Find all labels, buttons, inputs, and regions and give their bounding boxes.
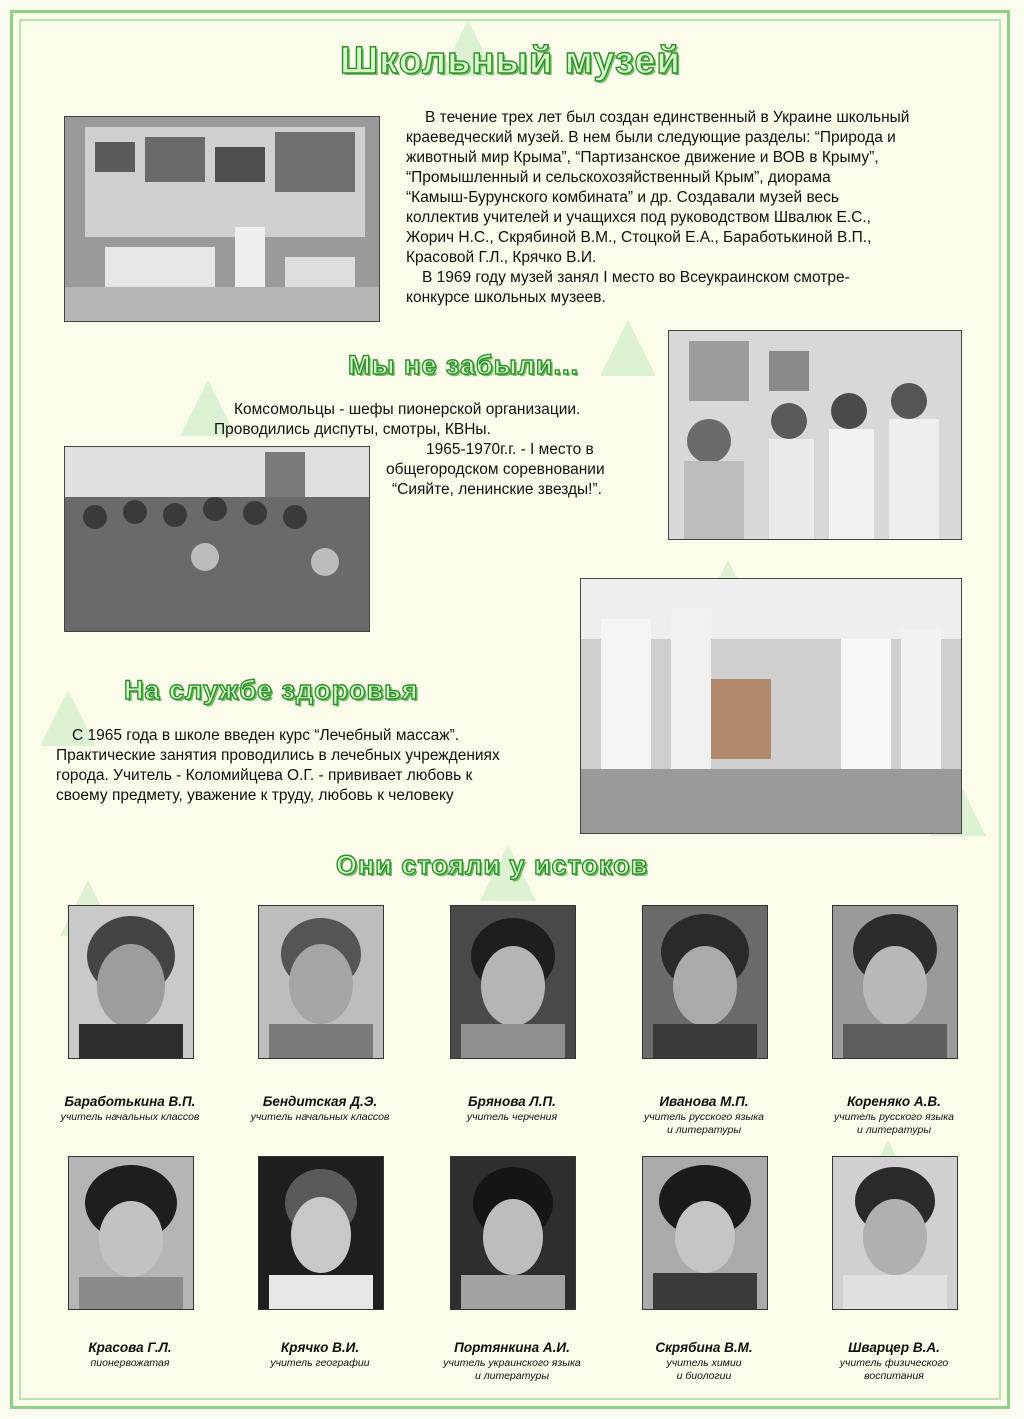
museum-line: краеведческий музей. В нем были следующие разделы: “Природа и — [406, 129, 896, 146]
museum-line: животный мир Крыма”, “Партизанское движение и ВОВ в Крыму”, — [406, 149, 879, 166]
person-role: и биологии — [676, 1370, 732, 1382]
museum-photo — [64, 116, 380, 322]
memory-line: Комсомольцы - шефы пионерской организации. — [234, 401, 581, 418]
person-name: Баработькина В.П. — [64, 1094, 196, 1109]
person-name: Крячко В.И. — [280, 1340, 360, 1355]
museum-line: коллектив учителей и учащихся под руководством Швалюк Е.С., — [406, 209, 871, 226]
museum-line: Красовой Г.Л., Крячко В.И. — [406, 249, 597, 266]
person-role: учитель русского языка — [834, 1111, 954, 1123]
portrait-photo — [258, 1156, 384, 1310]
memory-heading: Мы не забыли... — [348, 350, 579, 380]
museum-heading: Школьный музей — [340, 40, 681, 82]
person-name: Кореняко А.В. — [847, 1094, 941, 1109]
museum-line: конкурсе школьных музеев. — [406, 289, 606, 306]
portrait-photo — [68, 905, 194, 1059]
pioneers-photo — [668, 330, 962, 540]
memory-line: 1965-1970г.г. - I место в — [426, 441, 594, 458]
person-name: Портянкина А.И. — [454, 1340, 570, 1355]
museum-line: В течение трех лет был создан единственный в Украине школьный — [425, 109, 910, 126]
person-role: и литературы — [856, 1124, 932, 1136]
person-role: воспитания — [864, 1370, 924, 1382]
museum-line: Жорич Н.С., Скрябиной В.М., Стоцкой Е.А., Баработькиной В.П., — [406, 229, 872, 246]
person-role: учитель русского языка — [644, 1111, 764, 1123]
person-role: учитель черчения — [466, 1111, 558, 1123]
memory-line: “Сияйте, ленинские звезды!”. — [392, 481, 602, 498]
person-name: Скрябина В.М. — [655, 1340, 753, 1355]
museum-line: В 1969 году музей занял I место во Всеукраинском смотре- — [422, 269, 850, 286]
person-role: учитель физического — [839, 1357, 949, 1369]
komsomol-photo — [64, 446, 370, 632]
portrait-photo — [832, 1156, 958, 1310]
person-name: Бендитская Д.Э. — [262, 1094, 378, 1109]
health-line: своему предмету, уважение к труду, любовь к человеку — [56, 787, 454, 804]
person-role: учитель начальных классов — [60, 1111, 200, 1123]
memory-line: общегородском соревновании — [386, 461, 605, 478]
person-role: учитель украинского языка — [443, 1357, 581, 1369]
person-role: учитель начальных классов — [250, 1111, 390, 1123]
memory-line: Проводились диспуты, смотры, КВНы. — [214, 421, 491, 438]
health-line: С 1965 года в школе введен курс “Лечебный массаж”. — [72, 727, 460, 744]
health-line: города. Учитель - Коломийцева О.Г. - прививает любовь к — [56, 767, 473, 784]
person-role: пионервожатая — [90, 1357, 170, 1369]
person-role: учитель химии — [666, 1357, 742, 1369]
person-role: учитель географии — [270, 1357, 370, 1369]
person-name: Красова Г.Л. — [88, 1340, 172, 1355]
massage-photo — [580, 578, 962, 834]
portrait-photo — [450, 1156, 576, 1310]
person-role: и литературы — [474, 1370, 550, 1382]
portrait-photo — [450, 905, 576, 1059]
portrait-photo — [642, 1156, 768, 1310]
museum-line: “Камыш-Бурунского комбината” и др. Создавали музей весь — [406, 189, 839, 206]
person-name: Иванова М.П. — [659, 1094, 749, 1109]
portrait-photo — [642, 905, 768, 1059]
decor-chevron — [600, 320, 656, 376]
portrait-photo — [258, 905, 384, 1059]
person-name: Брянова Л.П. — [468, 1094, 556, 1109]
health-heading: На службе здоровья — [124, 675, 419, 705]
health-line: Практические занятия проводились в лечебных учреждениях — [56, 747, 500, 764]
portrait-photo — [68, 1156, 194, 1310]
person-name: Шварцер В.А. — [848, 1340, 940, 1355]
museum-line: “Промышленный и сельскохозяйственный Крым”, диорама — [406, 169, 831, 186]
portrait-photo — [832, 905, 958, 1059]
founders-heading: Они стояли у истоков — [336, 850, 649, 880]
person-role: и литературы — [666, 1124, 742, 1136]
